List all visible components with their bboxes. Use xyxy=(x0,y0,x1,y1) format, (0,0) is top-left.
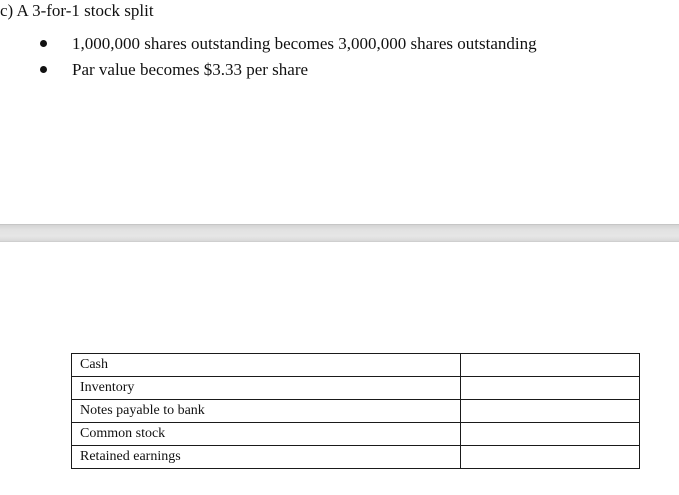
table-row xyxy=(72,377,640,400)
account-table xyxy=(71,353,640,469)
account-value-cell[interactable] xyxy=(461,446,640,469)
table-row xyxy=(72,400,640,423)
bullet-dot-icon xyxy=(40,66,47,73)
table-row xyxy=(72,423,640,446)
account-label: Retained earnings xyxy=(72,446,461,469)
account-value-cell[interactable] xyxy=(461,377,640,400)
account-value-cell[interactable] xyxy=(461,354,640,377)
account-value-cell[interactable] xyxy=(461,400,640,423)
bullet-dot-icon xyxy=(40,40,47,47)
table-row xyxy=(72,446,640,469)
bullet-text: Par value becomes $3.33 per share xyxy=(72,60,309,79)
bullet-text: 1,000,000 shares outstanding becomes 3,000,000 shares outstanding xyxy=(72,34,537,53)
account-label: Notes payable to bank xyxy=(72,400,461,423)
section-heading: c) A 3-for-1 stock split xyxy=(0,1,154,20)
account-label: Inventory xyxy=(72,377,461,400)
account-label: Common stock xyxy=(72,423,461,446)
page-break xyxy=(0,224,679,242)
account-label: Cash xyxy=(72,354,461,377)
account-value-cell[interactable] xyxy=(461,423,640,446)
table-row xyxy=(72,354,640,377)
